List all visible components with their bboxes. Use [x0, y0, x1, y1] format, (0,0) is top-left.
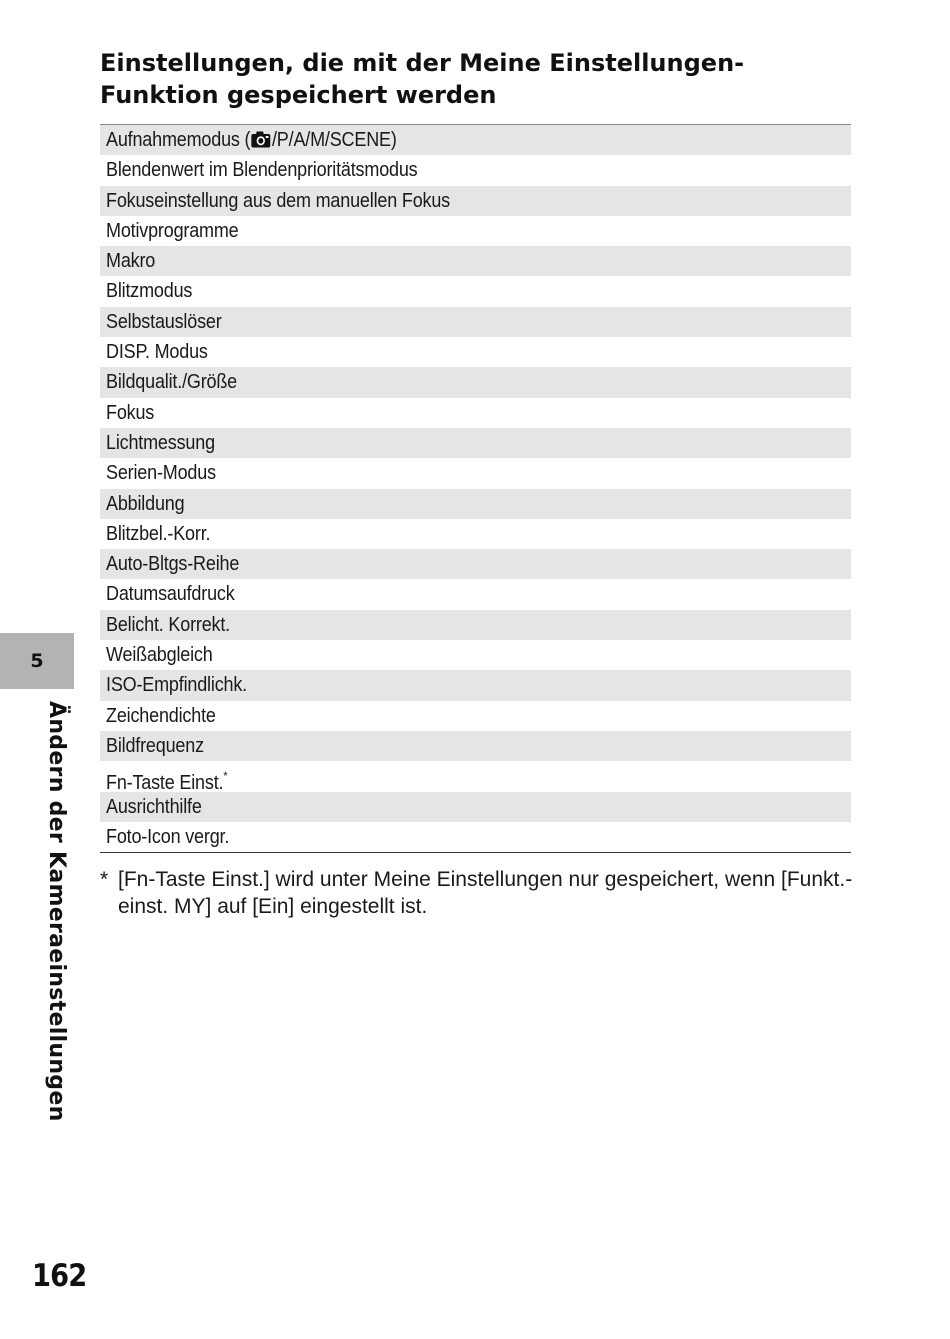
- settings-table: [100, 124, 851, 853]
- row-label: Belicht. Korrekt.: [106, 613, 230, 636]
- page-number: 162: [32, 1258, 87, 1294]
- row-label: Bildqualit./Größe: [106, 371, 238, 394]
- row-label: DISP. Modus: [106, 341, 208, 364]
- row-label: Weißabgleich: [106, 644, 213, 667]
- row-label: Abbildung: [106, 492, 185, 515]
- table-row: [100, 155, 851, 185]
- row-label: Motivprogramme: [106, 219, 239, 242]
- table-row: [100, 216, 851, 246]
- chapter-tab: [0, 633, 74, 689]
- table-row: [100, 307, 851, 337]
- table-row: [100, 186, 851, 216]
- table-row: [100, 731, 851, 761]
- footnote-marker: *: [223, 769, 228, 784]
- table-row: [100, 458, 851, 488]
- row-label: Selbstauslöser: [106, 310, 222, 333]
- table-row: [100, 398, 851, 428]
- row-label: Makro: [106, 250, 156, 273]
- table-row: [100, 489, 851, 519]
- table-row: [100, 640, 851, 670]
- table-row: [100, 610, 851, 640]
- table-row: [100, 246, 851, 276]
- table-row: [100, 367, 851, 397]
- row-label: Auto-Bltgs-Reihe: [106, 553, 240, 576]
- table-row: [100, 549, 851, 579]
- chapter-title: Ändern der Kameraeinstellungen: [44, 701, 69, 1122]
- row-label: Zeichendichte: [106, 704, 216, 727]
- row-label: Foto-Icon vergr.: [106, 825, 230, 848]
- row-label: Fokuseinstellung aus dem manuellen Fokus: [106, 189, 450, 212]
- row-label: Fokus: [106, 401, 155, 424]
- table-row: [100, 276, 851, 306]
- table-row: [100, 822, 851, 852]
- row-label: Bildfrequenz: [106, 734, 204, 757]
- row-label-prefix: Aufnahmemodus (: [106, 129, 251, 151]
- row-label: Lichtmessung: [106, 431, 215, 454]
- table-row: [100, 701, 851, 731]
- row-label: Fn-Taste Einst.: [106, 772, 224, 795]
- row-label-suffix: /P/A/M/SCENE): [271, 129, 397, 151]
- row-label: Datumsaufdruck: [106, 583, 235, 606]
- row-label: Serien-Modus: [106, 462, 216, 485]
- section-heading: [100, 47, 860, 111]
- row-label: Blitzbel.-Korr.: [106, 522, 211, 545]
- footnote-asterisk: *: [100, 868, 109, 891]
- table-row: [100, 761, 851, 795]
- heading-line-1: Einstellungen, die mit der Meine Einstellungen-: [100, 49, 745, 77]
- camera-icon: [251, 131, 271, 148]
- row-label: ISO-Empfindlichk.: [106, 674, 247, 697]
- table-row: [100, 337, 851, 367]
- footnote-text: [Fn-Taste Einst.] wird unter Meine Einstellungen nur gespeichert, wenn [Funkt.-einst. MY] auf [Ein] eingestellt ist.: [118, 868, 853, 918]
- table-row: [100, 579, 851, 609]
- row-label: Blitzmodus: [106, 280, 193, 303]
- table-row: [100, 125, 851, 155]
- row-label: Ausrichthilfe: [106, 795, 202, 818]
- table-row: [100, 519, 851, 549]
- table-row: [100, 670, 851, 700]
- chapter-number: 5: [30, 650, 44, 672]
- footnote: [100, 866, 860, 920]
- table-row: [100, 428, 851, 458]
- row-label: Blendenwert im Blendenprioritätsmodus: [106, 159, 418, 182]
- heading-line-2: Funktion gespeichert werden: [100, 81, 497, 109]
